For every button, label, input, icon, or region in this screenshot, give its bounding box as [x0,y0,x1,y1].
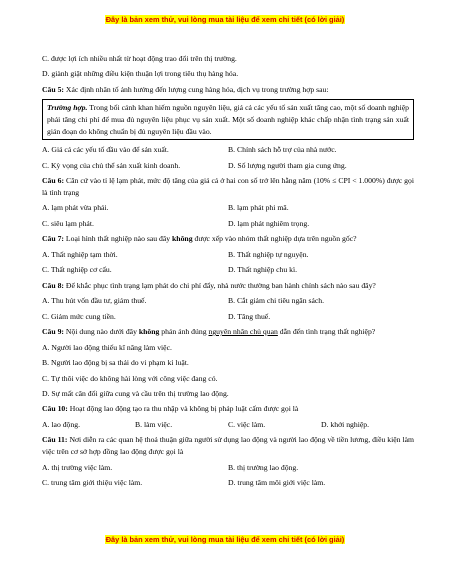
q9-option-b: B. Người lao động bị sa thải do vi phạm kỉ luật. [42,358,189,368]
q8-options-row-1 [42,295,414,307]
question-10: Câu 10: Hoạt động lao động tạo ra thu nhập và không bị pháp luật cấm được gọi là [42,404,299,414]
case-box: Trường hợp. Trong bối cảnh khan hiếm nguồn nguyên liệu, giá cả các yếu tố sản xuất tăng cao, một số doanh nghiệp phải tăng chi phí để mua đủ nguyên liệu phục vụ sản xuất. Một số doanh nghiệp khác chấp nhận tình trạng sản xuất gián đoạn do không chuẩn bị đủ nguyên liệu đầu vào. [42,99,414,140]
q7-option-c: C. Thất nghiệp cơ cấu. [42,265,112,275]
q8-option-a: A. Thu hút vốn đầu tư, giảm thuế. [42,296,147,306]
q8-option-d: D. Tăng thuế. [228,311,271,321]
q11-option-d: D. trung tâm môi giới việc làm. [228,478,326,487]
q10-option-c: C. việc làm. [228,419,266,429]
q6-options-row-1 [42,202,414,214]
q9-option-d: D. Sự mất cân đối giữa cung và cầu trên thị trường lao động. [42,388,229,398]
q7-options-row-1 [42,249,414,261]
q10-options-row [42,419,414,431]
q10-option-b: B. làm việc. [135,419,173,429]
q5-options-row-2 [42,160,414,172]
q8-option-b: B. Cắt giảm chi tiêu ngân sách. [228,296,325,306]
q6-option-b: B. lạm phát phi mã. [228,203,289,213]
preview-banner-bottom: Đây là bản xem thử, vui lòng mua tài liệu để xem chi tiết (có lời giải) [105,535,345,544]
q11-options-row-2 [42,477,414,489]
q7-option-d: D. Thất nghiệp chu kì. [228,265,298,275]
question-11: Câu 11: Nơi diễn ra các quan hệ thoả thuận giữa người sử dụng lao động và người lao động về tiền lương, điều kiện làm việc trên cơ sở hợp đồng lao động được gọi là [42,435,415,457]
q11-options-row-1 [42,462,414,474]
q11-option-b: B. thị trường lao động. [228,462,299,472]
q11-option-c: C. trung tâm giới thiệu việc làm. [42,478,143,487]
q10-option-a: A. lao động. [42,419,81,429]
q9-option-a: A. Người lao động thiếu kĩ năng làm việc. [42,342,172,352]
q8-options-row-2 [42,311,414,323]
q7-option-a: A. Thất nghiệp tạm thời. [42,249,118,259]
q11-option-a: A. thị trường việc làm. [42,462,113,472]
preview-banner-top: Đây là bản xem thử, vui lòng mua tài liệu để xem chi tiết (có lời giải) [105,15,345,24]
question-5: Câu 5: Xác định nhân tố ảnh hưởng đến lượng cung hàng hóa, dịch vụ trong trường hợp sau: [42,84,329,94]
q5-option-b: B. Chính sách hỗ trợ của nhà nước. [228,145,337,155]
q6-option-a: A. lạm phát vừa phải. [42,203,109,213]
q7-options-row-2 [42,264,414,276]
q8-option-c: C. Giảm mức cung tiền. [42,311,116,321]
q5-options-row-1 [42,144,414,156]
question-9: Câu 9: Nội dung nào dưới đây không phản ánh đúng nguyên nhân chủ quan dẫn đến tình trạng thất nghiệp? [42,327,376,337]
q5-option-d: D. Số lượng người tham gia cung ứng. [228,160,347,170]
question-8: Câu 8: Để khắc phục tình trạng lạm phát do chi phí đẩy, nhà nước thường ban hành chính sách nào sau đây? [42,280,376,290]
q4-option-c: C. được lợi ích nhiều nhất từ hoạt động trao đổi trên thị trường. [42,54,237,63]
q5-option-c: C. Kỳ vọng của chủ thể sản xuất kinh doanh. [42,160,181,170]
q9-option-c: C. Tự thôi việc do không hài lòng với công việc đang có. [42,373,218,383]
q4-option-d: D. giành giật những điều kiện thuận lợi trong tiêu thụ hàng hóa. [42,69,239,79]
q6-options-row-2 [42,218,414,230]
question-6: Câu 6: Căn cứ vào tỉ lệ lạm phát, mức độ tăng của giá cả ở hai con số trở lên hằng năm (10% ≤ CPI < 1.000%) được gọi là tình trạng [42,176,414,197]
q10-option-d: D. khởi nghiệp. [321,419,370,429]
q6-option-d: D. lạm phát nghiêm trọng. [228,218,310,228]
q7-option-b: B. Thất nghiệp tự nguyện. [228,249,309,259]
q6-option-c: C. siêu lạm phát. [42,218,94,228]
question-7: Câu 7: Loại hình thất nghiệp nào sau đây không được xếp vào nhóm thất nghiệp dựa trên nguồn gốc? [42,234,357,244]
document-body [42,53,414,492]
q5-option-a: A. Giá cả các yếu tố đầu vào để sản xuất. [42,145,169,155]
